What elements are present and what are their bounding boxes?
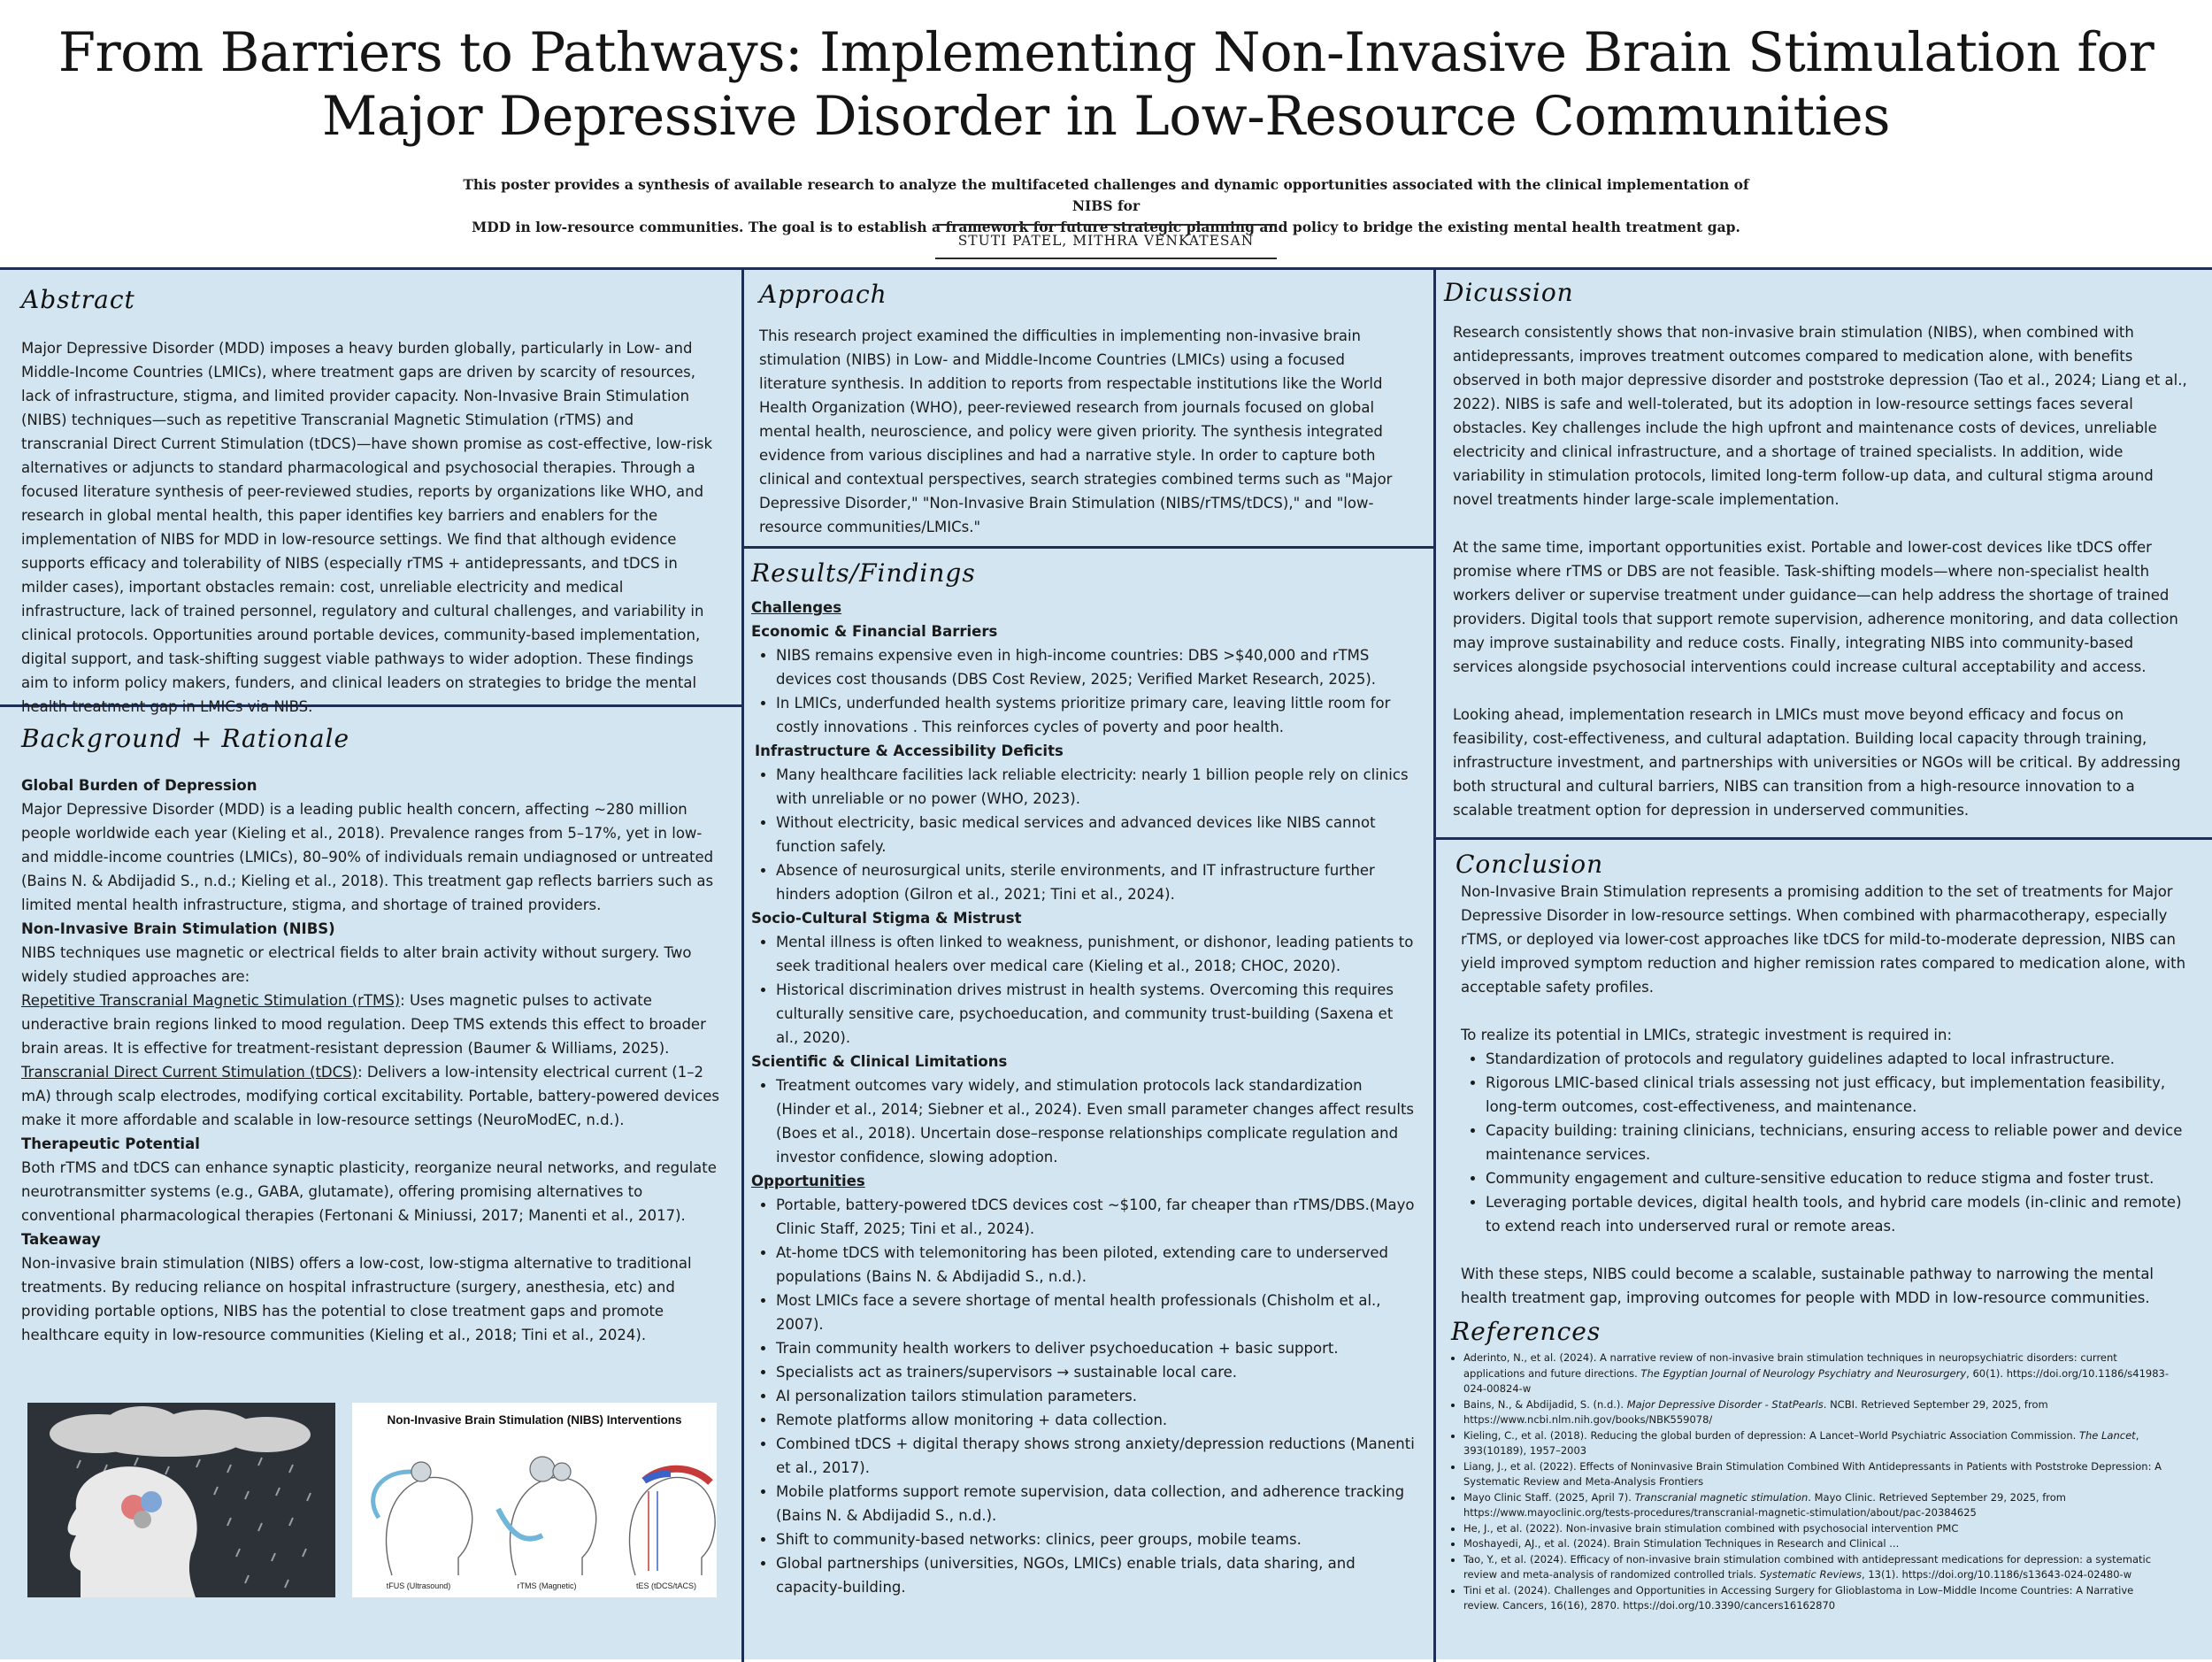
opportunity-item: • Shift to community-based networks: clinics, peer groups, mobile teams. xyxy=(776,1527,1417,1551)
nibs-text: NIBS techniques use magnetic or electrical fields to alter brain activity without surgery. Two widely studied approaches are: xyxy=(21,944,692,985)
background-section xyxy=(21,724,720,1347)
abstract-heading: Abstract xyxy=(21,285,135,314)
reference-item: • Tao, Y., et al. (2024). Efficacy of non-invasive brain stimulation combined with antidepressant medications for depression: a systematic review and meta-analysis of randomized controlled trials. Systematic Reviews, 13(1). https://doi.org/10.1186/s13643-024-02480-w xyxy=(1463,1552,2172,1583)
discussion-section xyxy=(1444,278,2194,822)
tdcs-label: Transcranial Direct Current Stimulation (tDCS) xyxy=(21,1064,358,1081)
conclusion-paragraph-1: Non-Invasive Brain Stimulation represents a promising addition to the set of treatments for Major Depressive Disorder in low-resource settings. When combined with pharmacotherapy, especially rTMS, or deployed via lower-cost approaches like tDCS for mild-to-moderate depression, NIBS can yield improved symptom reduction and higher remission rates compared to medication alone, with acceptable safety profiles. xyxy=(1461,883,2186,996)
discussion-paragraph-3: Looking ahead, implementation research in LMICs must move beyond efficacy and focus on feasibility, cost-effectiveness, and cultural adaptation. Building local capacity through training, infrastructure investment, and partnerships with universities or NGOs will be critical. By addressing both structural and cultural barriers, NIBS can transition from a high-resource innovation to a scalable treatment option for depression in underserved communities. xyxy=(1453,706,2181,819)
poster-title xyxy=(0,21,2212,149)
abstract-section xyxy=(21,285,720,719)
reference-item: • He, J., et al. (2022). Non-invasive brain stimulation combined with psychosocial intervention PMC xyxy=(1463,1521,2172,1537)
opportunity-item: • Specialists act as trainers/supervisors → sustainable local care. xyxy=(776,1360,1417,1384)
title-line-2: Major Depressive Disorder in Low-Resource Communities xyxy=(321,85,1891,148)
reference-item: • Aderinto, N., et al. (2024). A narrative review of non-invasive brain stimulation techniques in neuropsychiatric disorders: current applications and future directions. The Egyptian Journal of Neurology Psychiatry and Neurosurgery, 60(1). https://doi.org/10.1186/s41983-024-00824-w xyxy=(1463,1350,2172,1397)
references-list xyxy=(1451,1350,2172,1614)
title-line-1: From Barriers to Pathways: Implementing Non-Invasive Brain Stimulation for xyxy=(58,21,2154,84)
discussion-divider xyxy=(1436,837,2212,840)
discussion-paragraph-1: Research consistently shows that non-invasive brain stimulation (NIBS), when combined with antidepressants, improves treatment outcomes compared to medication alone, with benefits observed in both major depressive disorder and poststroke depression (Tao et al., 2024; Liang et al., 2022). NIBS is safe and well-tolerated, but its adoption in low-resource settings faces several obstacles. Key challenges include the high upfront and maintenance costs of devices, unreliable electricity and clinical infrastructure, and a shortage of trained specialists. In addition, wide variability in stimulation protocols, limited long-term follow-up data, and cultural stigma around novel treatments hinder large-scale implementation. xyxy=(1453,324,2187,508)
opportunity-item: • Portable, battery-powered tDCS devices cost ~$100, far cheaper than rTMS/DBS.(Mayo Clinic Staff, 2025; Tini et al., 2024). xyxy=(776,1193,1417,1241)
depression-illustration xyxy=(27,1403,335,1597)
therapeutic-text: Both rTMS and tDCS can enhance synaptic plasticity, reorganize neural networks, and regulate neurotransmitter systems (e.g., GABA, glutamate), offering promising alternatives to conventional pharmacological therapies (Fertonani & Miniussi, 2017; Manenti et al., 2017). xyxy=(21,1159,717,1224)
socio-item: • Mental illness is often linked to weakness, punishment, or dishonor, leading patients to seek traditional healers over medical care (Kieling et al., 2018; CHOC, 2020). xyxy=(776,930,1417,978)
takeaway-title: Takeaway xyxy=(21,1231,101,1248)
reference-item: • Liang, J., et al. (2022). Effects of Noninvasive Brain Stimulation Combined With Antidepressants in Patients with Poststroke Depression: A Systematic Review and Meta-Analysis Frontiers xyxy=(1463,1459,2172,1490)
discussion-paragraph-2: At the same time, important opportunities exist. Portable and lower-cost devices like tDCS offer promise where rTMS or DBS are not feasible. Task-shifting models—where non-specialist health workers deliver or supervise treatment under guidance—can help address the shortage of trained providers. Digital tools that support remote supervision, adherence monitoring, and data collection may improve sustainability and reduce costs. Finally, integrating NIBS into community-based services alongside psychosocial interventions could increase cultural acceptability and access. xyxy=(1453,539,2178,675)
results-section xyxy=(751,558,1417,1599)
conclusion-item: • Leveraging portable devices, digital health tools, and hybrid care models (in-clinic and remote) to extend reach into underserved rural or remote areas. xyxy=(1486,1190,2190,1238)
socio-item: • Historical discrimination drives mistrust in health systems. Overcoming this requires culturally sensitive care, psychoeducation, and community trust-building (Saxena et al., 2020). xyxy=(776,978,1417,1050)
references-section xyxy=(1451,1317,2172,1614)
references-heading: References xyxy=(1451,1317,1601,1346)
sci-item: • Treatment outcomes vary widely, and stimulation protocols lack standardization (Hinder et al., 2014; Siebner et al., 2024). Even small parameter changes affect results (Boes et al., 2018). Uncertain dose–response relationships complicate regulation and investor confidence, slowing adoption. xyxy=(776,1073,1417,1169)
column-divider-right xyxy=(1433,270,1436,1662)
global-burden-title: Global Burden of Depression xyxy=(21,777,257,794)
opportunity-item: • Remote platforms allow monitoring + data collection. xyxy=(776,1408,1417,1432)
conclusion-item: • Community engagement and culture-sensitive education to reduce stigma and foster trust. xyxy=(1486,1166,2190,1190)
sci-title: Scientific & Clinical Limitations xyxy=(751,1053,1008,1070)
infra-item: • Without electricity, basic medical services and advanced devices like NIBS cannot function safely. xyxy=(776,811,1417,858)
takeaway-text: Non-invasive brain stimulation (NIBS) offers a low-cost, low-stigma alternative to traditional treatments. By reducing reliance on hospital infrastructure (surgery, anesthesia, etc) and providing portable options, NIBS has the potential to close treatment gaps and promote healthcare equity in low-resource communities (Kieling et al., 2018; Tini et al., 2024). xyxy=(21,1255,692,1343)
conclusion-heading: Conclusion xyxy=(1455,850,1604,879)
poster-body xyxy=(0,267,2212,1659)
conclusion-item: • Capacity building: training clinicians, technicians, ensuring access to reliable power and device maintenance services. xyxy=(1486,1119,2190,1166)
nibs-label-tfus: tFUS (Ultrasound) xyxy=(386,1581,451,1590)
tdcs-paragraph xyxy=(21,1060,720,1132)
infra-item: • Many healthcare facilities lack reliable electricity: nearly 1 billion people rely on clinics with unreliable or no power (WHO, 2023). xyxy=(776,763,1417,811)
infra-item: • Absence of neurosurgical units, sterile environments, and IT infrastructure further hinders adoption (Gilron et al., 2021; Tini et al., 2024). xyxy=(776,858,1417,906)
reference-item: • Moshayedi, AJ., et al. (2024). Brain Stimulation Techniques in Research and Clinical ... xyxy=(1463,1536,2172,1552)
rtms-label: Repetitive Transcranial Magnetic Stimulation (rTMS) xyxy=(21,992,401,1009)
conclusion-list xyxy=(1461,1047,2190,1238)
poster-header xyxy=(0,0,2212,267)
global-burden-text: Major Depressive Disorder (MDD) is a leading public health concern, affecting ~280 million people worldwide each year (Kieling et al., 2018). Prevalence ranges from 5–17%, yet in low- and middle-income countries (LMICs), 80–90% of individuals remain undiagnosed or untreated (Bains N. & Abdijadid S., n.d.; Kieling et al., 2018). This treatment gap reflects barriers such as limited mental health infrastructure, stigma, and shortage of trained providers. xyxy=(21,801,714,913)
subtitle-line-1: This poster provides a synthesis of available research to analyze the multifaceted challenges and dynamic opportunities associated with the clinical implementation of NIBS for xyxy=(463,176,1749,214)
opportunity-item: • Most LMICs face a severe shortage of mental health professionals (Chisholm et al., 2007). xyxy=(776,1289,1417,1336)
nibs-label-tes: tES (tDCS/tACS) xyxy=(635,1581,696,1590)
opportunity-item: • Mobile platforms support remote supervision, data collection, and adherence tracking (Bains N. & Abdijadid S., n.d.). xyxy=(776,1480,1417,1527)
rtms-paragraph xyxy=(21,989,720,1060)
conclusion-section xyxy=(1455,850,2190,1310)
background-heading: Background + Rationale xyxy=(21,724,350,753)
reference-item: • Kieling, C., et al. (2018). Reducing the global burden of depression: A Lancet–World Psychiatric Association Commission. The Lancet, 393(10189), 1957–2003 xyxy=(1463,1428,2172,1459)
reference-item: • Tini et al. (2024). Challenges and Opportunities in Accessing Surgery for Glioblastoma in Low–Middle Income Countries: A Narrative review. Cancers, 16(16), 2870. https://doi.org/10.3390/cancers16162870 xyxy=(1463,1583,2172,1614)
nibs-interventions-figure xyxy=(352,1403,717,1597)
econ-item: • NIBS remains expensive even in high-income countries: DBS >$40,000 and rTMS devices cost thousands (DBS Cost Review, 2025; Verified Market Research, 2025). xyxy=(776,643,1417,691)
rtms-text: : Uses magnetic pulses to activate underactive brain regions linked to mood regulation. Deep TMS extends this effect to broader brain areas. It is effective for treatment-resistant depression (Baumer & Williams, 2025). xyxy=(21,992,706,1057)
nibs-label-rtms: rTMS (Magnetic) xyxy=(517,1581,577,1590)
opportunities-title: Opportunities xyxy=(751,1173,865,1189)
subtitle-line-2: MDD in low-resource communities. The goal is to establish a framework for future strategic planning and policy to bridge the existing mental health treatment gap. xyxy=(472,219,1740,235)
discussion-heading: Dicussion xyxy=(1444,278,1574,307)
conclusion-paragraph-3: With these steps, NIBS could become a scalable, sustainable pathway to narrowing the mental health treatment gap, improving outcomes for people with MDD in low-resource communities. xyxy=(1461,1266,2154,1306)
conclusion-paragraph-2: To realize its potential in LMICs, strategic investment is required in: xyxy=(1461,1027,1953,1043)
conclusion-item: • Standardization of protocols and regulatory guidelines adapted to local infrastructure. xyxy=(1486,1047,2190,1071)
econ-item: • In LMICs, underfunded health systems prioritize primary care, leaving little room for costly innovations . This reinforces cycles of poverty and poor health. xyxy=(776,691,1417,739)
opportunities-list xyxy=(751,1193,1417,1599)
econ-list xyxy=(751,643,1417,739)
abstract-text: Major Depressive Disorder (MDD) imposes a heavy burden globally, particularly in Low- and Middle-Income Countries (LMICs), where treatment gaps are driven by scarcity of resources, lack of infrastructure, stigma, and limited provider capacity. Non-Invasive Brain Stimulation (NIBS) techniques—such as repetitive Transcranial Magnetic Stimulation (rTMS) and transcranial Direct Current Stimulation (tDCS)—have shown promise as cost-effective, low-risk alternatives or adjuncts to standard pharmacological and psychosocial therapies. Through a focused literature synthesis of peer-reviewed studies, reports by organizations like WHO, and research in global mental health, this paper identifies key barriers and enablers for the implementation of NIBS for MDD in low-resource settings. We find that although evidence supports efficacy and tolerability of NIBS (especially rTMS + antidepressants, and tDCS in milder cases), important obstacles remain: cost, unreliable electricity and medical infrastructure, lack of trained personnel, regulatory and cultural challenges, and variability in clinical protocols. Opportunities around portable devices, community-based implementation, digital support, and task-shifting suggest viable pathways to wider adoption. These findings aim to inform policy makers, funders, and clinical leaders on strategies to bridge the mental health treatment gap in LMICs via NIBS. xyxy=(21,340,713,715)
authors: STUTI PATEL, MITHRA VENKATESAN xyxy=(957,233,1255,249)
approach-divider xyxy=(744,546,1433,549)
therapeutic-title: Therapeutic Potential xyxy=(21,1135,200,1152)
approach-section xyxy=(759,280,1405,539)
reference-item: • Mayo Clinic Staff. (2025, April 7). Transcranial magnetic stimulation. Mayo Clinic. Retrieved September 29, 2025, from https://www.mayoclinic.org/tests-procedures/transcranial-magnetic-stimulation/about/pac-20384625 xyxy=(1463,1490,2172,1521)
nibs-heads-illustration xyxy=(352,1403,717,1597)
challenges-title: Challenges xyxy=(751,599,842,616)
nibs-figure-title: Non-Invasive Brain Stimulation (NIBS) Interventions xyxy=(387,1413,682,1427)
socio-list xyxy=(751,930,1417,1050)
opportunity-item: • Combined tDCS + digital therapy shows strong anxiety/depression reductions (Manenti et al., 2017). xyxy=(776,1432,1417,1480)
reference-item: • Bains, N., & Abdijadid, S. (n.d.). Major Depressive Disorder - StatPearls. NCBI. Retrieved September 29, 2025, from https://www.ncbi.nlm.nih.gov/books/NBK559078/ xyxy=(1463,1397,2172,1428)
tdcs-text: : Delivers a low-intensity electrical current (1–2 mA) through scalp electrodes, modifying cortical excitability. Portable, battery-powered devices make it more affordable and scalable in low-resource settings (NeuroModEC, n.d.). xyxy=(21,1064,720,1128)
authors-box xyxy=(935,224,1277,259)
opportunity-item: • Train community health workers to deliver psychoeducation + basic support. xyxy=(776,1336,1417,1360)
econ-title: Economic & Financial Barriers xyxy=(751,623,998,640)
infra-title: Infrastructure & Accessibility Deficits xyxy=(755,743,1064,759)
opportunity-item: • AI personalization tailors stimulation parameters. xyxy=(776,1384,1417,1408)
approach-text: This research project examined the difficulties in implementing non-invasive brain stimulation (NIBS) in Low- and Middle-Income Countries (LMICs) using a focused literature synthesis. In addition to reports from respectable institutions like the World Health Organization (WHO), peer-reviewed research from journals focused on global mental health, neuroscience, and policy were given priority. The synthesis integrated evidence from various disciplines and had a narrative style. In order to capture both clinical and contextual perspectives, search strategies combined terms such as "Major Depressive Disorder," "Non-Invasive Brain Stimulation (NIBS/rTMS/tDCS)," and "low-resource communities/LMICs." xyxy=(759,327,1393,535)
approach-heading: Approach xyxy=(759,280,887,309)
infra-list xyxy=(751,763,1417,906)
opportunity-item: • At-home tDCS with telemonitoring has been piloted, extending care to underserved populations (Bains N. & Abdijadid S., n.d.). xyxy=(776,1241,1417,1289)
sci-list xyxy=(751,1073,1417,1169)
column-divider-left xyxy=(741,270,744,1662)
opportunity-item: • Global partnerships (universities, NGOs, LMICs) enable trials, data sharing, and capacity-building. xyxy=(776,1551,1417,1599)
results-heading: Results/Findings xyxy=(751,558,976,588)
nibs-title: Non-Invasive Brain Stimulation (NIBS) xyxy=(21,920,335,937)
depression-head-image xyxy=(27,1403,335,1597)
socio-title: Socio-Cultural Stigma & Mistrust xyxy=(751,910,1022,927)
conclusion-item: • Rigorous LMIC-based clinical trials assessing not just efficacy, but implementation feasibility, long-term outcomes, cost-effectiveness, and maintenance. xyxy=(1486,1071,2190,1119)
